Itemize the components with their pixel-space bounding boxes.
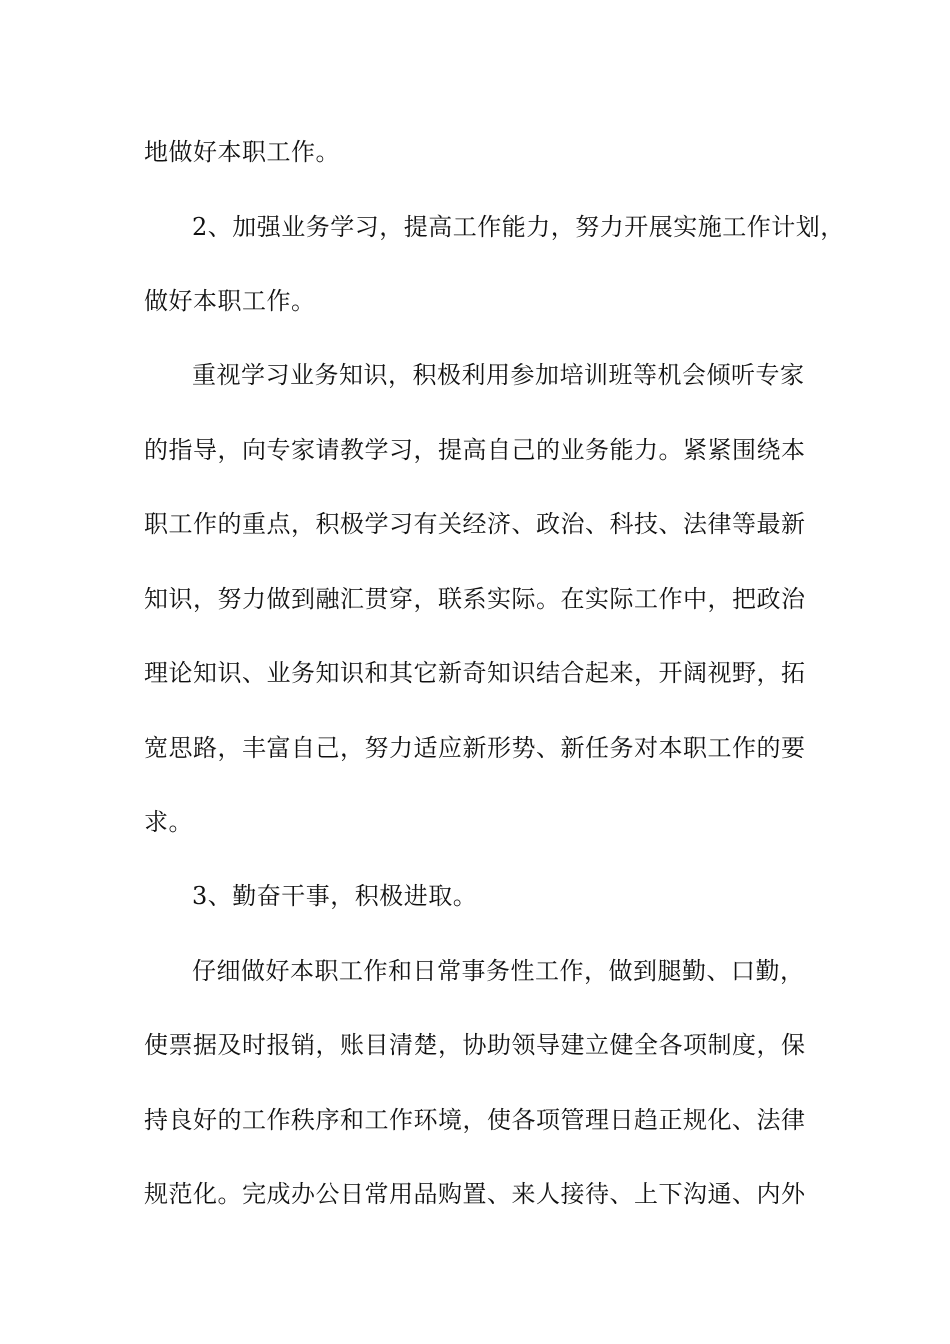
paragraph-line: 理论知识、业务知识和其它新奇知识结合起来，开阔视野，拓 xyxy=(144,659,806,687)
paragraph-line: 知识，努力做到融汇贯穿，联系实际。在实际工作中，把政治 xyxy=(144,585,806,613)
paragraph-line: 2、加强业务学习，提高工作能力，努力开展实施工作计划， xyxy=(192,213,845,241)
paragraph-line: 做好本职工作。 xyxy=(144,287,316,315)
paragraph-line: 地做好本职工作。 xyxy=(144,138,340,166)
paragraph-line: 重视学习业务知识，积极利用参加培训班等机会倾听专家 xyxy=(192,361,805,389)
paragraph-line: 3、勤奋干事，积极进取。 xyxy=(192,882,478,910)
paragraph-line: 职工作的重点，积极学习有关经济、政治、科技、法律等最新 xyxy=(144,510,806,538)
paragraph-line: 持良好的工作秩序和工作环境，使各项管理日趋正规化、法律 xyxy=(144,1106,806,1134)
paragraph-line: 求。 xyxy=(144,808,193,836)
paragraph-line: 使票据及时报销，账目清楚，协助领导建立健全各项制度，保 xyxy=(144,1031,806,1059)
paragraph-line: 宽思路，丰富自己，努力适应新形势、新任务对本职工作的要 xyxy=(144,734,806,762)
paragraph-line: 规范化。完成办公日常用品购置、来人接待、上下沟通、内外 xyxy=(144,1180,806,1208)
paragraph-line: 仔细做好本职工作和日常事务性工作，做到腿勤、口勤， xyxy=(192,957,805,985)
paragraph-line: 的指导，向专家请教学习，提高自己的业务能力。紧紧围绕本 xyxy=(144,436,806,464)
